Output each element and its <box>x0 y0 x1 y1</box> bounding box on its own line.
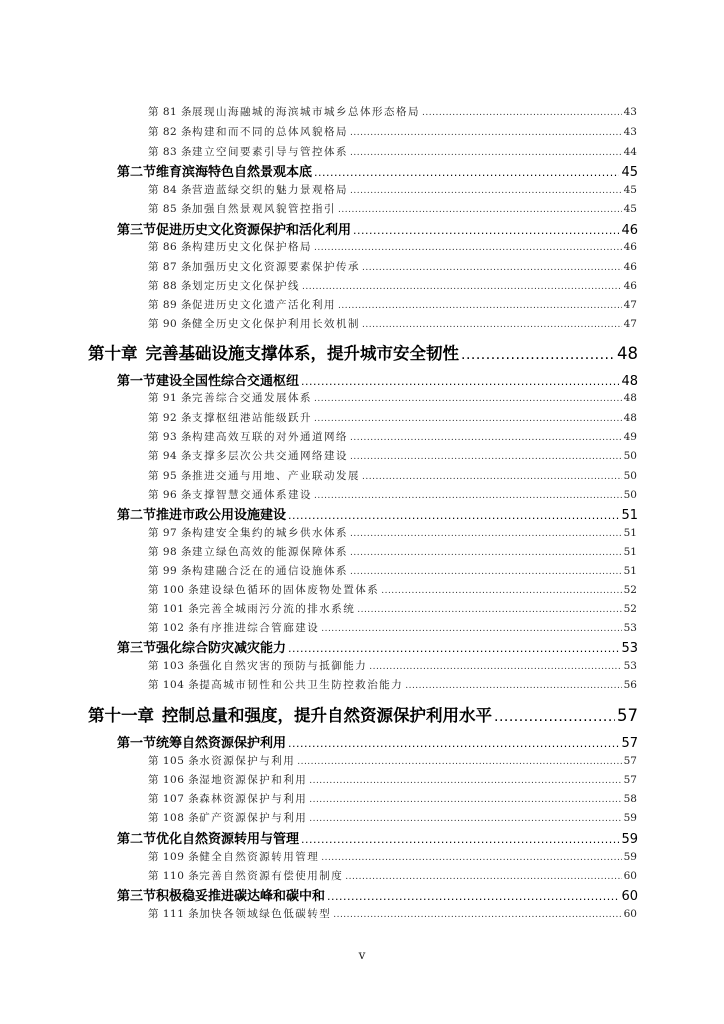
toc-entry-number: 第 88 条 <box>148 280 193 292</box>
toc-entry-title: 完善基础设施支撑体系，提升城市安全韧性 <box>145 344 459 363</box>
toc-article-row <box>0 182 724 197</box>
toc-entry-page: 52 <box>623 584 637 596</box>
toc-entry-title: 加强自然景观风貌管控指引 <box>192 203 337 215</box>
toc-article-row <box>0 753 724 768</box>
toc-entry-page: 60 <box>621 889 638 904</box>
toc-entry-title: 构建融合泛在的通信设施体系 <box>192 565 349 577</box>
toc-entry-title: 构建高效互联的对外通道网络 <box>192 431 349 443</box>
dot-leader <box>309 814 621 824</box>
toc-entry-title: 加快各领域绿色低碳转型 <box>199 908 332 920</box>
toc-entry-page: 53 <box>623 622 637 634</box>
toc-entry-number: 第 105 条 <box>148 755 200 767</box>
toc-article-row <box>0 144 724 159</box>
dot-leader <box>350 128 622 138</box>
toc-entry-title: 健全历史文化保护利用长效机制 <box>192 318 361 330</box>
toc-entry-page: 51 <box>621 508 638 523</box>
toc-entry-number: 第三节 <box>117 223 157 238</box>
toc-entry-page: 46 <box>623 280 637 292</box>
toc-entry-title: 建立绿色高效的能源保障体系 <box>192 546 349 558</box>
toc-entry-number: 第 109 条 <box>148 851 200 863</box>
toc-entry-title: 湿地资源保护和利用 <box>199 774 308 786</box>
toc-entry-page: 47 <box>623 318 637 330</box>
toc-entry-title: 建设全国性综合交通枢纽 <box>156 374 300 389</box>
toc-entry-page: 59 <box>621 832 638 847</box>
toc-entry-page: 50 <box>623 470 637 482</box>
dot-leader <box>362 263 622 273</box>
toc-entry-title: 建立空间要素引导与管控体系 <box>192 146 349 158</box>
dot-leader <box>362 472 622 482</box>
toc-entry-page: 50 <box>623 450 637 462</box>
dot-leader <box>301 375 619 388</box>
toc-entry-page: 51 <box>623 546 637 558</box>
toc-entry-page: 44 <box>623 146 637 158</box>
toc-entry-page: 46 <box>623 241 637 253</box>
toc-entry-title: 完善自然资源有偿使用制度 <box>199 870 344 882</box>
toc-entry-page: 52 <box>623 603 637 615</box>
dot-leader <box>327 890 619 903</box>
toc-article-row <box>0 278 724 293</box>
toc-article-row <box>0 239 724 254</box>
toc-entry-number: 第 110 条 <box>148 870 200 882</box>
toc-entry-page: 47 <box>623 299 637 311</box>
dot-leader <box>369 662 621 672</box>
toc-article-row <box>0 791 724 806</box>
toc-entry-number: 第 99 条 <box>148 565 193 577</box>
toc-entry-number: 第 95 条 <box>148 470 193 482</box>
toc-entry-page: 45 <box>623 184 637 196</box>
toc-article-row <box>0 849 724 864</box>
toc-entry-number: 第 103 条 <box>148 660 200 672</box>
toc-article-row <box>0 563 724 578</box>
toc-entry-page: 60 <box>623 908 637 920</box>
toc-entry-page: 53 <box>623 660 637 672</box>
toc-article-row <box>0 429 724 444</box>
toc-entry-number: 第二节 <box>117 165 157 180</box>
toc-section-row <box>0 370 724 389</box>
toc-entry-page: 57 <box>623 755 637 767</box>
toc-article-row <box>0 448 724 463</box>
toc-entry-title: 支撑枢纽港站能级跃升 <box>192 412 313 424</box>
toc-article-row <box>0 810 724 825</box>
toc-section-row <box>0 732 724 751</box>
toc-entry-title: 构建和而不同的总体风貌格局 <box>192 126 349 138</box>
toc-entry-title: 提高城市韧性和公共卫生防控救治能力 <box>199 679 404 691</box>
toc-entry-title: 优化自然资源转用与管理 <box>156 832 300 847</box>
toc-article-row <box>0 677 724 692</box>
dot-leader <box>288 642 619 655</box>
toc-entry-title: 有序推进综合管廊建设 <box>199 622 320 634</box>
dot-leader <box>353 224 619 237</box>
toc-entry-number: 第二节 <box>117 832 157 847</box>
dot-leader <box>338 301 622 311</box>
toc-entry-page: 58 <box>623 793 637 805</box>
toc-entry-title: 建设绿色循环的固体废物处置体系 <box>199 584 380 596</box>
toc-article-row <box>0 104 724 119</box>
toc-article-row <box>0 868 724 883</box>
dot-leader <box>405 681 621 691</box>
dot-leader <box>422 108 622 118</box>
toc-article-row <box>0 468 724 483</box>
toc-entry-number: 第 108 条 <box>148 812 200 824</box>
toc-entry-title: 促进历史文化遗产活化利用 <box>192 299 337 311</box>
toc-entry-title: 支撑多层次公共交通网络建设 <box>192 450 349 462</box>
toc-entry-title: 控制总量和强度，提升自然资源保护利用水平 <box>162 706 492 725</box>
toc-section-row <box>0 637 724 656</box>
toc-article-row <box>0 297 724 312</box>
toc-entry-number: 第 83 条 <box>148 146 193 158</box>
dot-leader <box>321 624 621 634</box>
toc-entry-number: 第十一章 <box>88 706 154 725</box>
toc-entry-title: 支撑智慧交通体系建设 <box>192 489 313 501</box>
toc-entry-page: 59 <box>623 812 637 824</box>
toc-entry-title: 展现山海融城的海滨城市城乡总体形态格局 <box>192 106 421 118</box>
toc-entry-number: 第 81 条 <box>148 106 193 118</box>
toc-entry-page: 46 <box>621 223 638 238</box>
toc-entry-number: 第 85 条 <box>148 203 193 215</box>
toc-article-row <box>0 410 724 425</box>
toc-entry-number: 第 97 条 <box>148 527 193 539</box>
toc-article-row <box>0 390 724 405</box>
toc-entry-page: 59 <box>623 851 637 863</box>
toc-article-row <box>0 316 724 331</box>
toc-entry-page: 48 <box>617 344 638 363</box>
dot-leader <box>297 757 621 767</box>
toc-article-row <box>0 601 724 616</box>
toc-article-row <box>0 525 724 540</box>
toc-section-row <box>0 219 724 238</box>
toc-entry-number: 第 94 条 <box>148 450 193 462</box>
toc-article-row <box>0 658 724 673</box>
toc-article-row <box>0 259 724 274</box>
dot-leader <box>350 433 622 443</box>
toc-entry-page: 57 <box>617 706 638 725</box>
toc-chapter-row <box>0 702 724 726</box>
dot-leader <box>301 833 619 846</box>
toc-entry-page: 45 <box>623 203 637 215</box>
toc-entry-page: 48 <box>623 412 637 424</box>
toc-entry-title: 积极稳妥推进碳达峰和碳中和 <box>156 889 326 904</box>
toc-entry-number: 第 104 条 <box>148 679 200 691</box>
toc-entry-number: 第 89 条 <box>148 299 193 311</box>
toc-entry-title: 维育滨海特色自然景观本底 <box>156 165 313 180</box>
toc-entry-page: 43 <box>623 106 637 118</box>
toc-entry-title: 统筹自然资源保护利用 <box>156 736 287 751</box>
dot-leader <box>314 394 622 404</box>
dot-leader <box>314 243 622 253</box>
toc-entry-title: 完善综合交通发展体系 <box>192 392 313 404</box>
toc-entry-number: 第 107 条 <box>148 793 200 805</box>
toc-article-row <box>0 544 724 559</box>
dot-leader <box>314 166 619 179</box>
toc-entry-title: 加强历史文化资源要素保护传承 <box>192 261 361 273</box>
dot-leader <box>321 853 621 863</box>
toc-article-row <box>0 772 724 787</box>
toc-entry-number: 第 82 条 <box>148 126 193 138</box>
dot-leader <box>345 872 621 882</box>
toc-entry-title: 矿产资源保护与利用 <box>199 812 308 824</box>
dot-leader <box>350 529 622 539</box>
toc-entry-number: 第 86 条 <box>148 241 193 253</box>
toc-entry-title: 完善全城雨污分流的排水系统 <box>199 603 356 615</box>
toc-entry-number: 第一节 <box>117 736 157 751</box>
dot-leader <box>357 605 621 615</box>
toc-entry-number: 第 91 条 <box>148 392 193 404</box>
toc-entry-number: 第 102 条 <box>148 622 200 634</box>
toc-entry-page: 57 <box>623 774 637 786</box>
dot-leader <box>288 737 619 750</box>
dot-leader <box>302 282 622 292</box>
dot-leader <box>461 347 615 363</box>
page-number: v <box>358 948 366 962</box>
toc-entry-title: 构建历史文化保护格局 <box>192 241 313 253</box>
toc-entry-title: 推进交通与用地、产业联动发展 <box>192 470 361 482</box>
toc-entry-title: 构建安全集约的城乡供水体系 <box>192 527 349 539</box>
toc-article-row <box>0 582 724 597</box>
toc-entry-number: 第 92 条 <box>148 412 193 424</box>
dot-leader <box>338 205 622 215</box>
toc-section-row <box>0 161 724 180</box>
toc-entry-title: 森林资源保护与利用 <box>199 793 308 805</box>
toc-entry-page: 50 <box>623 489 637 501</box>
dot-leader <box>314 414 622 424</box>
dot-leader <box>362 320 622 330</box>
toc-entry-number: 第 93 条 <box>148 431 193 443</box>
toc-entry-number: 第 100 条 <box>148 584 200 596</box>
toc-article-row <box>0 487 724 502</box>
toc-entry-number: 第 106 条 <box>148 774 200 786</box>
dot-leader <box>309 776 621 786</box>
toc-entry-page: 45 <box>621 165 638 180</box>
toc-entry-page: 48 <box>623 392 637 404</box>
toc-chapter-row <box>0 340 724 364</box>
dot-leader <box>494 709 615 725</box>
toc-section-row <box>0 885 724 904</box>
toc-article-row <box>0 201 724 216</box>
toc-entry-title: 强化综合防灾减灾能力 <box>156 641 287 656</box>
toc-entry-page: 48 <box>621 374 638 389</box>
dot-leader <box>381 586 621 596</box>
toc-article-row <box>0 906 724 921</box>
toc-article-row <box>0 620 724 635</box>
toc-article-row <box>0 124 724 139</box>
toc-entry-page: 53 <box>621 641 638 656</box>
toc-entry-page: 57 <box>621 736 638 751</box>
toc-entry-title: 健全自然资源转用管理 <box>199 851 320 863</box>
toc-section-row <box>0 828 724 847</box>
toc-entry-number: 第一节 <box>117 374 157 389</box>
dot-leader <box>350 548 622 558</box>
toc-entry-number: 第 90 条 <box>148 318 193 330</box>
dot-leader <box>314 491 622 501</box>
dot-leader <box>333 910 621 920</box>
toc-entry-number: 第 111 条 <box>148 908 200 920</box>
dot-leader <box>288 509 619 522</box>
dot-leader <box>350 186 622 196</box>
toc-entry-page: 56 <box>623 679 637 691</box>
toc-entry-title: 营造蓝绿交织的魅力景观格局 <box>192 184 349 196</box>
toc-entry-page: 43 <box>623 126 637 138</box>
dot-leader <box>309 795 621 805</box>
dot-leader <box>350 148 622 158</box>
toc-entry-number: 第三节 <box>117 889 157 904</box>
toc-entry-title: 促进历史文化资源保护和活化利用 <box>156 223 352 238</box>
toc-entry-title: 推进市政公用设施建设 <box>156 508 287 523</box>
toc-section-row <box>0 504 724 523</box>
toc-entry-page: 51 <box>623 565 637 577</box>
toc-entry-number: 第 101 条 <box>148 603 200 615</box>
toc-entry-number: 第三节 <box>117 641 157 656</box>
toc-entry-number: 第十章 <box>88 344 138 363</box>
toc-entry-title: 强化自然灾害的预防与抵御能力 <box>199 660 368 672</box>
toc-entry-page: 49 <box>623 431 637 443</box>
toc-entry-title: 水资源保护与利用 <box>199 755 296 767</box>
toc-entry-page: 51 <box>623 527 637 539</box>
toc-entry-page: 60 <box>623 870 637 882</box>
toc-entry-number: 第 98 条 <box>148 546 193 558</box>
dot-leader <box>350 452 622 462</box>
toc-entry-number: 第 96 条 <box>148 489 193 501</box>
toc-entry-number: 第 84 条 <box>148 184 193 196</box>
toc-entry-title: 划定历史文化保护线 <box>192 280 301 292</box>
dot-leader <box>350 567 622 577</box>
toc-entry-page: 46 <box>623 261 637 273</box>
toc-entry-number: 第 87 条 <box>148 261 193 273</box>
toc-entry-number: 第二节 <box>117 508 157 523</box>
